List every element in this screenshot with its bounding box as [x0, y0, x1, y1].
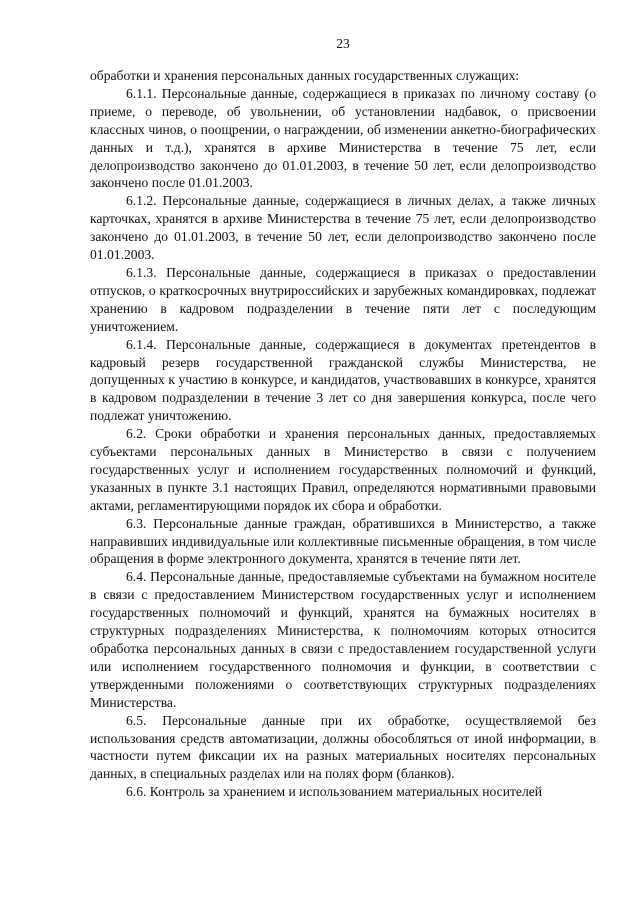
paragraph-6-1-1: 6.1.1. Персональные данные, содержащиеся в приказах по личному составу (о приеме, о переводе, об увольнении, об установлении надбавок, о присвоении классных чинов, о поощрении, о награждении, об изменении анкетно-биографических данных и т.д.), хранятся в архиве Министерства в течение 75 лет, если делопроизводство закончено до 01.01.2003, в течение 50 лет, если делопроизводство закончено после 01.01.2003. [90, 85, 596, 191]
paragraph-6-1-3: 6.1.3. Персональные данные, содержащиеся в приказах о предоставлении отпусков, о краткосрочных внутрироссийских и зарубежных командировках, подлежат хранению в кадровом подразделении в течение пяти лет с последующим уничтожением. [90, 264, 596, 334]
paragraph-6-4: 6.4. Персональные данные, предоставляемые субъектами на бумажном носителе в связи с предоставлением Министерством государственных услуг и исполнением государственных полномочий и функций, хранятся на бумажных носителях в структурных подразделениях Министерства, к полномочиям которых относится обработка персональных данных в связи с предоставлением государственной услуги или исполнением государственного полномочия и функции, в соответствии с утвержденными положениями о соответствующих структурных подразделениях Министерства. [90, 569, 596, 710]
paragraph-6-1-4: 6.1.4. Персональные данные, содержащиеся в документах претендентов в кадровый резерв государственной гражданской службы Министерства, не допущенных к участию в конкурсе, и кандидатов, участвовавших в конкурсе, хранятся в кадровом подразделении в течение 3 лет со дня завершения конкурса, после чего подлежат уничтожению. [90, 336, 596, 424]
paragraph-6-2: 6.2. Сроки обработки и хранения персональных данных, предоставляемых субъектами персональных данных в Министерство в связи с получением государственных услуг и исполнением государственных полномочий и функций, указанных в пункте 3.1 настоящих Правил, определяются нормативными правовыми актами, регламентирующими порядок их сбора и обработки. [90, 426, 596, 513]
paragraph-intro: обработки и хранения персональных данных государственных служащих: [90, 68, 520, 83]
document-body [90, 67, 596, 801]
page-number: 23 [336, 36, 350, 51]
paragraph-6-3: 6.3. Персональные данные граждан, обратившихся в Министерство, а также направивших индивидуальные или коллективные письменные обращения, в том числе обращения в форме электронного документа, хранятся в течение пяти лет. [90, 515, 596, 567]
paragraph-6-5: 6.5. Персональные данные при их обработке, осуществляемой без использования средств автоматизации, должны обособляться от иной информации, в частности путем фиксации их на разных материальных носителях персональных данных, в специальных разделах или на полях форм (бланков). [90, 712, 596, 782]
paragraph-6-6: 6.6. Контроль за хранением и использованием материальных носителей [126, 784, 543, 800]
paragraph-6-1-2: 6.1.2. Персональные данные, содержащиеся в личных делах, а также личных карточках, хранятся в архиве Министерства в течение 75 лет, если делопроизводство закончено до 01.01.2003, в течение 50 лет, если делопроизводство закончено после 01.01.2003. [90, 193, 596, 263]
